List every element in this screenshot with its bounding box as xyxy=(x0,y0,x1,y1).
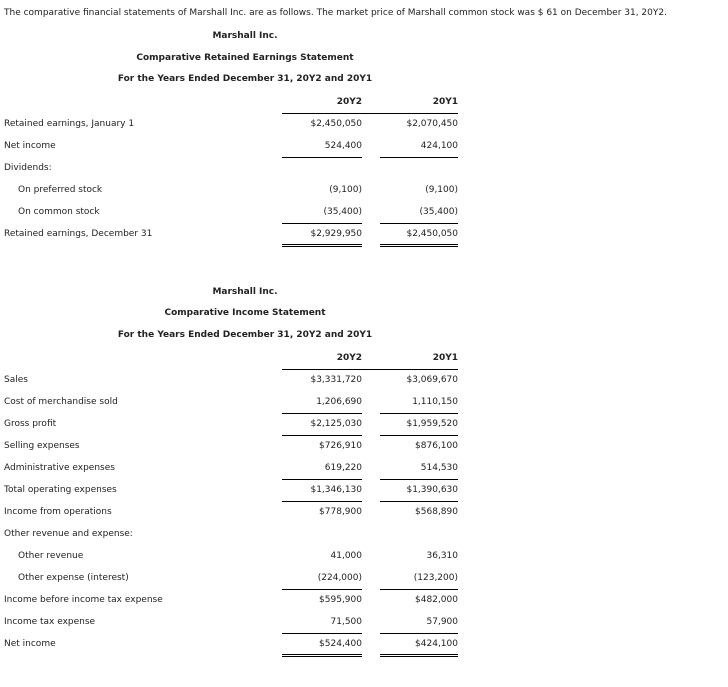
table-row xyxy=(4,391,458,413)
row-label: Dividends: xyxy=(4,163,52,173)
value-20y2: (9,100) xyxy=(329,185,362,195)
row-label: On common stock xyxy=(18,207,100,217)
value-20y1: $424,100 xyxy=(380,633,458,655)
value-20y2: 524,400 xyxy=(282,135,362,157)
row-label: Net income xyxy=(4,141,56,151)
table-row xyxy=(4,135,458,157)
table-header-row xyxy=(4,91,458,113)
table-row xyxy=(4,435,458,457)
value-20y2 xyxy=(282,157,362,179)
value-20y1: $1,959,520 xyxy=(380,413,458,435)
retained-company-name: Marshall Inc. xyxy=(212,31,278,41)
retained-earnings-table xyxy=(4,91,458,247)
value-20y2: $778,900 xyxy=(319,507,362,518)
row-label: Retained earnings, December 31 xyxy=(4,229,153,239)
value-20y1: 1,110,150 xyxy=(380,391,458,413)
value-20y2: $2,125,030 xyxy=(282,413,362,435)
table-row xyxy=(4,545,458,567)
table-row xyxy=(4,369,458,391)
row-label: Cost of merchandise sold xyxy=(4,397,118,407)
income-statement-table xyxy=(4,347,458,657)
row-label: Income from operations xyxy=(4,507,112,517)
table-row xyxy=(4,501,458,523)
column-header-20y1: 20Y1 xyxy=(380,347,458,369)
value-20y2: $2,929,950 xyxy=(282,223,362,245)
value-20y2: (224,000) xyxy=(282,567,362,589)
table-row xyxy=(4,523,458,545)
table-header-row xyxy=(4,347,458,369)
row-label: Selling expenses xyxy=(4,441,80,451)
table-row xyxy=(4,157,458,179)
value-20y2: (35,400) xyxy=(282,201,362,223)
value-20y2: $3,331,720 xyxy=(310,375,362,386)
retained-statement-title: Comparative Retained Earnings Statement xyxy=(136,53,354,63)
value-20y2: 1,206,690 xyxy=(282,391,362,413)
row-label: Sales xyxy=(4,375,28,385)
retained-period: For the Years Ended December 31, 20Y2 and 20Y1 xyxy=(117,74,373,84)
income-period: For the Years Ended December 31, 20Y2 and 20Y1 xyxy=(117,330,373,340)
table-row xyxy=(4,179,458,201)
value-20y1: $2,450,050 xyxy=(380,223,458,245)
row-label: Total operating expenses xyxy=(4,485,117,495)
table-row xyxy=(4,201,458,223)
value-20y1: $2,070,450 xyxy=(406,119,458,130)
income-company-name: Marshall Inc. xyxy=(212,287,278,297)
value-20y1: $876,100 xyxy=(415,441,458,452)
value-20y1: (35,400) xyxy=(380,201,458,223)
table-row xyxy=(4,589,458,611)
table-row xyxy=(4,223,458,245)
value-20y2 xyxy=(282,523,362,545)
value-20y2: $595,900 xyxy=(319,595,362,606)
row-label: Gross profit xyxy=(4,419,57,429)
value-20y1: 57,900 xyxy=(380,611,458,633)
row-label: Administrative expenses xyxy=(4,463,115,473)
value-20y1: $3,069,670 xyxy=(406,375,458,386)
table-row xyxy=(4,457,458,479)
value-20y2: $1,346,130 xyxy=(282,479,362,501)
column-header-20y2: 20Y2 xyxy=(282,347,362,369)
row-label: Other expense (interest) xyxy=(18,573,129,583)
value-20y2: $524,400 xyxy=(282,633,362,655)
value-20y1: 36,310 xyxy=(426,551,458,561)
intro-text: The comparative financial statements of Marshall Inc. are as follows. The market price of Marshall common stock was $ 61 on December 31, 20Y2. xyxy=(4,8,667,18)
value-20y1: $1,390,630 xyxy=(380,479,458,501)
row-label: Income before income tax expense xyxy=(4,595,163,605)
value-20y2: 619,220 xyxy=(282,457,362,479)
value-20y1: 514,530 xyxy=(380,457,458,479)
row-label: On preferred stock xyxy=(18,185,103,195)
table-row xyxy=(4,479,458,501)
row-label: Retained earnings, January 1 xyxy=(4,119,135,129)
table-row xyxy=(4,633,458,655)
value-20y2: 41,000 xyxy=(330,551,362,561)
income-statement-title: Comparative Income Statement xyxy=(164,308,326,318)
table-row xyxy=(4,413,458,435)
table-row xyxy=(4,567,458,589)
row-label: Other revenue xyxy=(18,551,84,561)
value-20y1 xyxy=(380,157,458,179)
column-header-20y2: 20Y2 xyxy=(282,91,362,113)
table-row xyxy=(4,113,458,135)
value-20y1: 424,100 xyxy=(380,135,458,157)
value-20y1: (9,100) xyxy=(425,185,458,195)
row-label: Income tax expense xyxy=(4,617,96,627)
value-20y2: $2,450,050 xyxy=(310,119,362,130)
row-label: Net income xyxy=(4,639,56,649)
value-20y1: (123,200) xyxy=(380,567,458,589)
table-row xyxy=(4,611,458,633)
value-20y1: $568,890 xyxy=(415,507,458,518)
value-20y2: 71,500 xyxy=(282,611,362,633)
value-20y2: $726,910 xyxy=(319,441,362,452)
row-label: Other revenue and expense: xyxy=(4,529,133,539)
value-20y1: $482,000 xyxy=(415,595,458,606)
value-20y1 xyxy=(380,523,458,545)
column-header-20y1: 20Y1 xyxy=(380,91,458,113)
